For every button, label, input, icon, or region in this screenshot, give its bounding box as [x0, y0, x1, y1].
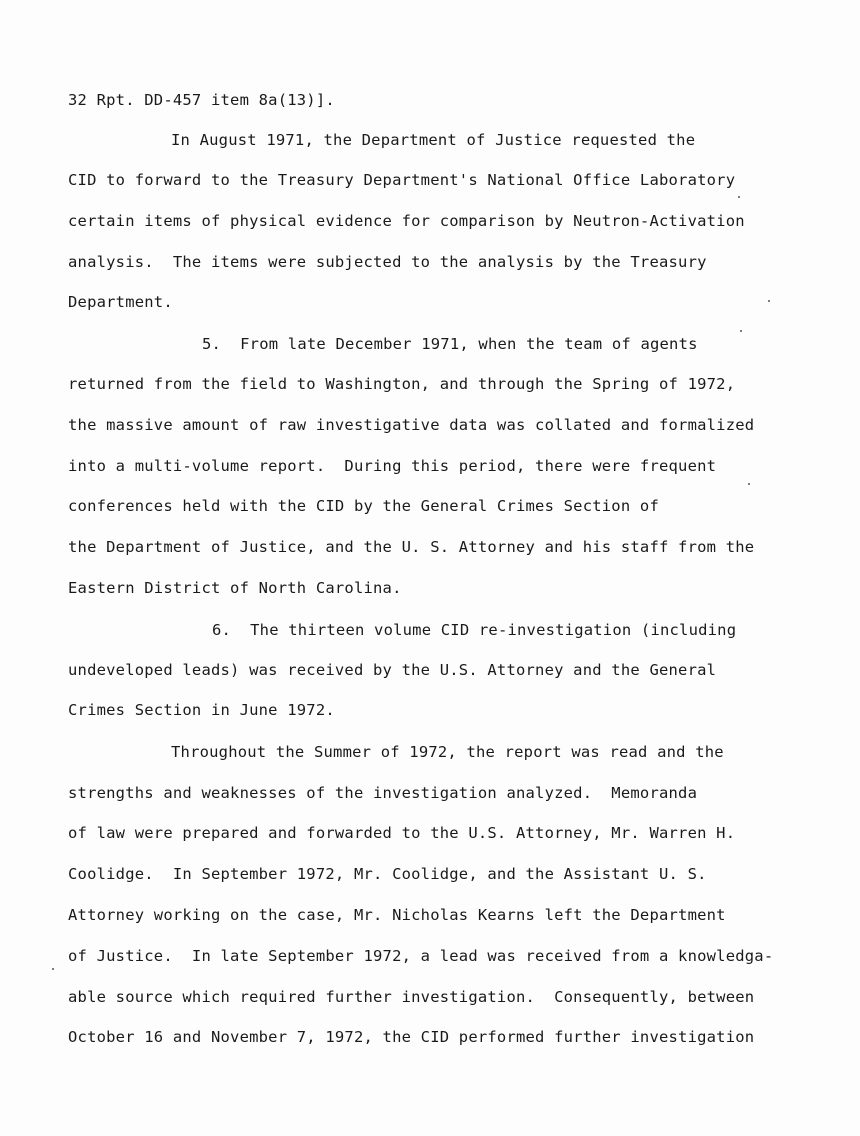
text-line: certain items of physical evidence for comparison by Neutron-Activation: [68, 212, 745, 230]
scan-speck: [748, 483, 750, 485]
text-line: Department.: [68, 293, 173, 311]
text-line: 6. The thirteen volume CID re-investigation (including: [212, 621, 737, 639]
text-line: Throughout the Summer of 1972, the report was read and the: [171, 743, 724, 761]
scan-speck: [52, 968, 54, 970]
text-line: Coolidge. In September 1972, Mr. Coolidge, and the Assistant U. S.: [68, 865, 707, 883]
text-line: October 16 and November 7, 1972, the CID performed further investigation: [68, 1028, 755, 1046]
text-line: 32 Rpt. DD-457 item 8a(13)].: [68, 91, 335, 109]
text-line: 5. From late December 1971, when the team of agents: [202, 335, 698, 353]
text-line: CID to forward to the Treasury Department's National Office Laboratory: [68, 171, 736, 189]
text-line: analysis. The items were subjected to the analysis by the Treasury: [68, 253, 707, 271]
text-line: strengths and weaknesses of the investigation analyzed. Memoranda: [68, 784, 698, 802]
text-line: the massive amount of raw investigative data was collated and formalized: [68, 416, 755, 434]
text-line: undeveloped leads) was received by the U.S. Attorney and the General: [68, 661, 717, 679]
text-line: of law were prepared and forwarded to the U.S. Attorney, Mr. Warren H.: [68, 824, 736, 842]
text-line: able source which required further investigation. Consequently, between: [68, 988, 755, 1006]
text-line: In August 1971, the Department of Justice requested the: [171, 131, 696, 149]
scan-speck: [768, 300, 770, 302]
text-line: conferences held with the CID by the General Crimes Section of: [68, 497, 659, 515]
text-line: Crimes Section in June 1972.: [68, 701, 335, 719]
text-line: Eastern District of North Carolina.: [68, 579, 402, 597]
scan-speck: [738, 196, 740, 198]
text-line: the Department of Justice, and the U. S. Attorney and his staff from the: [68, 538, 755, 556]
text-line: of Justice. In late September 1972, a lead was received from a knowledga-: [68, 947, 774, 965]
scan-speck: [740, 330, 742, 332]
text-line: returned from the field to Washington, and through the Spring of 1972,: [68, 375, 736, 393]
text-line: into a multi-volume report. During this period, there were frequent: [68, 457, 717, 475]
text-line: Attorney working on the case, Mr. Nicholas Kearns left the Department: [68, 906, 726, 924]
